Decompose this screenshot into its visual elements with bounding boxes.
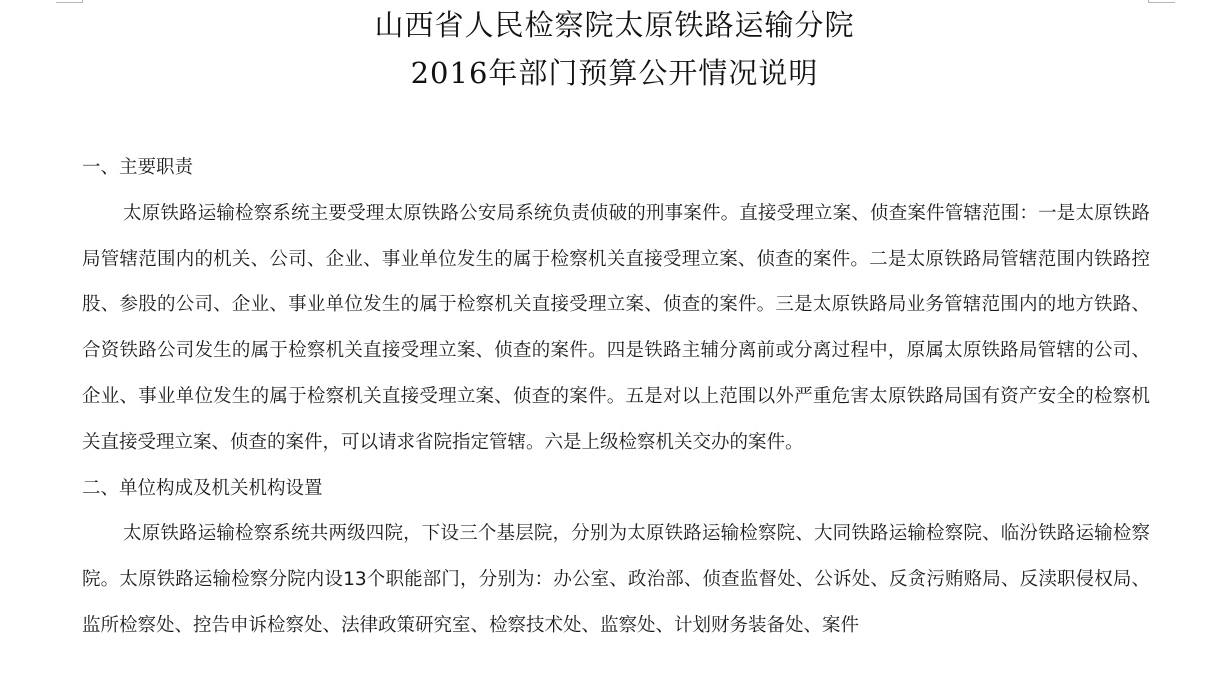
document-body [82,145,1150,649]
document-title-line-1: 山西省人民检察院太原铁路运输分院 [374,8,855,42]
margin-corner-mark-right [1148,0,1175,3]
section-heading-structure: 二、单位构成及机关机构设置 [82,477,323,499]
section-paragraph-structure: 太原铁路运输检察系统共两级四院，下设三个基层院，分别为太原铁路运输检察院、大同铁路运输检察院、临汾铁路运输检察院。太原铁路运输检察分院内设13个职能部门，分别为：办公室、政治部、侦查监督处、公诉处、反贪污贿赂局、反渎职侵权局、监所检察处、控告申诉检察处、法律政策研究室、检察技术处、监察处、计划财务装备处、案件 [82,523,1150,636]
document-title-line-2: 2016年部门预算公开情况说明 [410,56,819,90]
margin-corner-mark-left [56,0,83,3]
section-paragraph-duties: 太原铁路运输检察系统主要受理太原铁路公安局系统负责侦破的刑事案件。直接受理立案、侦查案件管辖范围：一是太原铁路局管辖范围内的机关、公司、企业、事业单位发生的属于检察机关直接受理立案、侦查的案件。二是太原铁路局管辖范围内铁路控股、参股的公司、企业、事业单位发生的属于检察机关直接受理立案、侦查的案件。三是太原铁路局业务管辖范围内的地方铁路、合资铁路公司发生的属于检察机关直接受理立案、侦查的案件。四是铁路主辅分离前或分离过程中，原属太原铁路局管辖的公司、企业、事业单位发生的属于检察机关直接受理立案、侦查的案件。五是对以上范围以外严重危害太原铁路局国有资产安全的检察机关直接受理立案、侦查的案件，可以请求省院指定管辖。六是上级检察机关交办的案件。 [82,202,1150,453]
section-heading-duties: 一、主要职责 [82,157,194,178]
